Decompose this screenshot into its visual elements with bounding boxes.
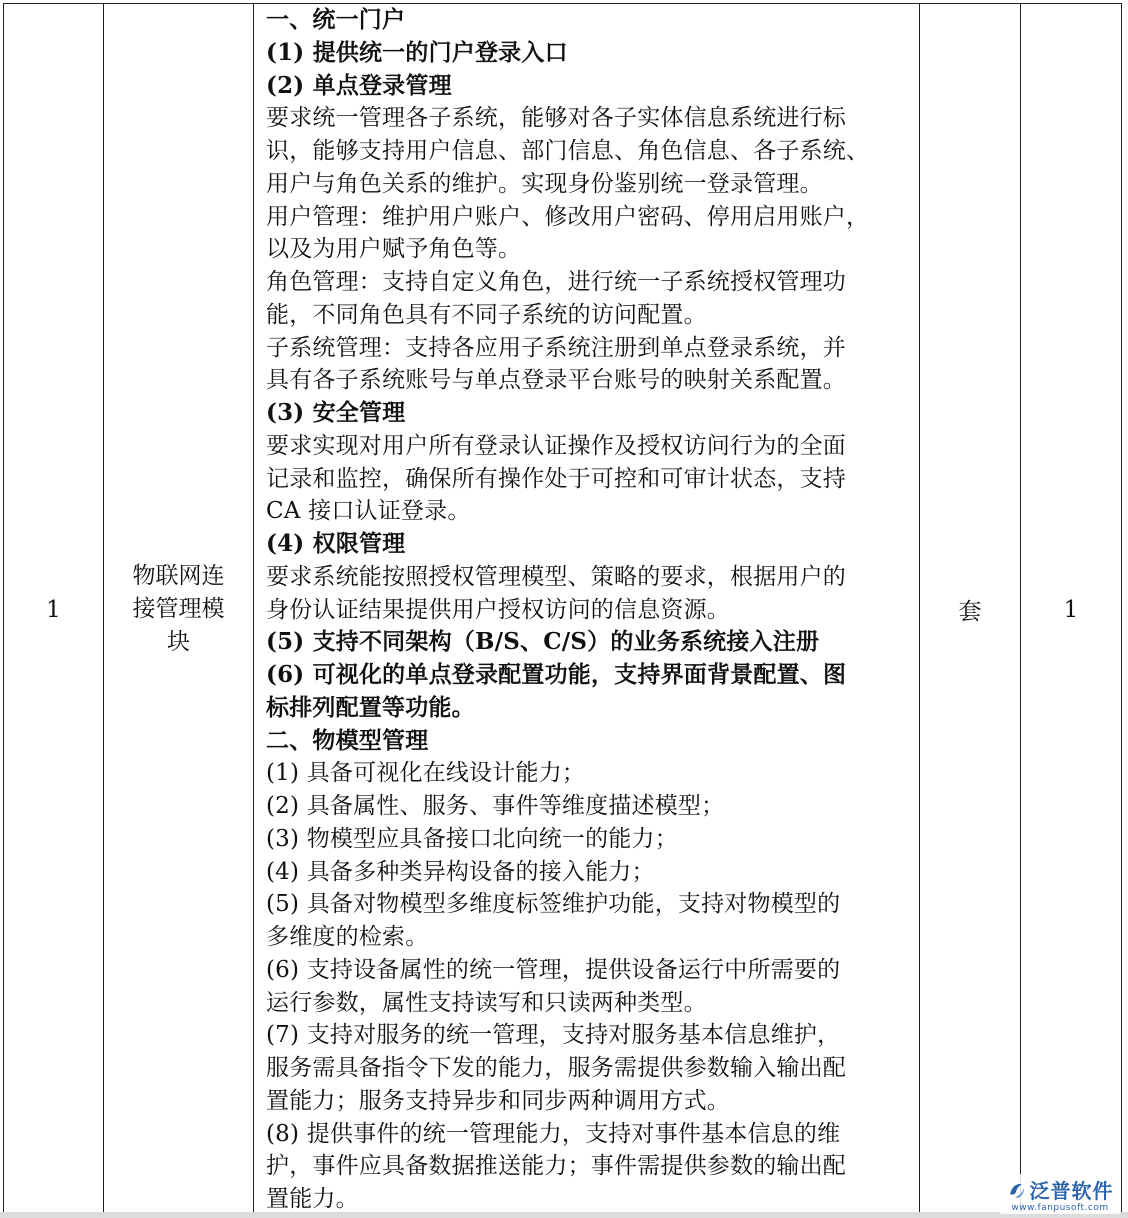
description-line: 护，事件应具备数据推送能力；事件需提供参数的输出配 (266, 1153, 846, 1180)
module-name-cell (104, 4, 254, 1217)
description-line: (3) 物模型应具备接口北向统一的能力； (266, 825, 678, 852)
description-line: 记录和监控，确保所有操作处于可控和可审计状态，支持 (266, 465, 846, 492)
description-line: (4) 权限管理 (266, 530, 406, 557)
description-line: 二、物模型管理 (266, 726, 429, 754)
description-line: (6) 可视化的单点登录配置功能，支持界面背景配置、图 (266, 661, 847, 688)
requirements-table (3, 3, 1122, 1217)
description-line: (2) 单点登录管理 (266, 71, 452, 99)
description-line: 身份认证结果提供用户授权访问的信息资源。 (266, 596, 730, 623)
quantity-cell (1021, 4, 1122, 1217)
page-bottom-strip (0, 1212, 1128, 1218)
unit-cell (920, 4, 1021, 1217)
table-row (4, 4, 1122, 1217)
quantity-value: 1 (1063, 596, 1079, 623)
description-line: 要求实现对用户所有登录认证操作及授权访问行为的全面 (266, 432, 846, 459)
fanpu-logo-icon (1007, 1180, 1027, 1200)
module-name-line: 块 (167, 629, 190, 656)
description-line: (1) 具备可视化在线设计能力； (266, 760, 586, 787)
description-line: 置能力。 (266, 1186, 359, 1212)
description-line: 角色管理：支持自定义角色，进行统一子系统授权管理功 (266, 269, 846, 295)
description-line: (5) 具备对物模型多维度标签维护功能，支持对物模型的 (266, 891, 841, 918)
description-line: (8) 提供事件的统一管理能力，支持对事件基本信息的维 (266, 1120, 841, 1147)
description-line: 能，不同角色具有不同子系统的访问配置。 (266, 301, 707, 328)
description-text (266, 4, 907, 1216)
description-line: 用户与角色关系的维护。实现身份鉴别统一登录管理。 (266, 170, 823, 197)
description-line: 用户管理：维护用户账户、修改用户密码、停用启用账户， (266, 203, 870, 230)
description-line: 多维度的检索。 (266, 924, 429, 950)
description-line: 以及为用户赋予角色等。 (266, 236, 522, 263)
watermark-url: www.fanpusoft.com (1011, 1203, 1109, 1213)
unit-value: 套 (958, 599, 982, 626)
description-line: (6) 支持设备属性的统一管理，提供设备运行中所需要的 (266, 956, 841, 983)
module-name-line: 物联网连 (132, 563, 225, 590)
description-line: 置能力；服务支持异步和同步两种调用方式。 (266, 1087, 730, 1114)
description-line: 运行参数，属性支持读写和只读两种类型。 (266, 989, 707, 1016)
description-line: 子系统管理：支持各应用子系统注册到单点登录系统，并 (266, 334, 846, 361)
description-line: (4) 具备多种类异构设备的接入能力； (266, 858, 655, 885)
description-line: 具有各子系统账号与单点登录平台账号的映射关系配置。 (266, 367, 846, 394)
watermark-brand: 泛普软件 (1029, 1179, 1114, 1203)
description-cell (254, 4, 920, 1217)
description-line: 识，能够支持用户信息、部门信息、角色信息、各子系统、 (266, 138, 870, 164)
description-line: 要求统一管理各子系统，能够对各子实体信息系统进行标 (266, 105, 846, 132)
row-number: 1 (46, 596, 61, 623)
description-line: CA 接口认证登录。 (266, 498, 471, 525)
description-line: 要求系统能按照授权管理模型、策略的要求，根据用户的 (266, 563, 846, 590)
description-line: (1) 提供统一的门户登录入口 (266, 38, 568, 66)
description-line: 服务需具备指令下发的能力，服务需提供参数输入输出配 (266, 1055, 846, 1081)
description-line: (3) 安全管理 (266, 399, 406, 426)
module-name-line: 接管理模 (132, 596, 225, 623)
description-line: 一、统一门户 (266, 6, 406, 33)
brand-watermark (1000, 1174, 1120, 1214)
row-number-cell (4, 4, 104, 1217)
description-line: (5) 支持不同架构（B/S、C/S）的业务系统接入注册 (266, 628, 820, 656)
description-line: 标排列配置等功能。 (266, 693, 475, 721)
description-line: (2) 具备属性、服务、事件等维度描述模型； (266, 793, 725, 819)
description-line: (7) 支持对服务的统一管理，支持对服务基本信息维护， (266, 1022, 841, 1049)
